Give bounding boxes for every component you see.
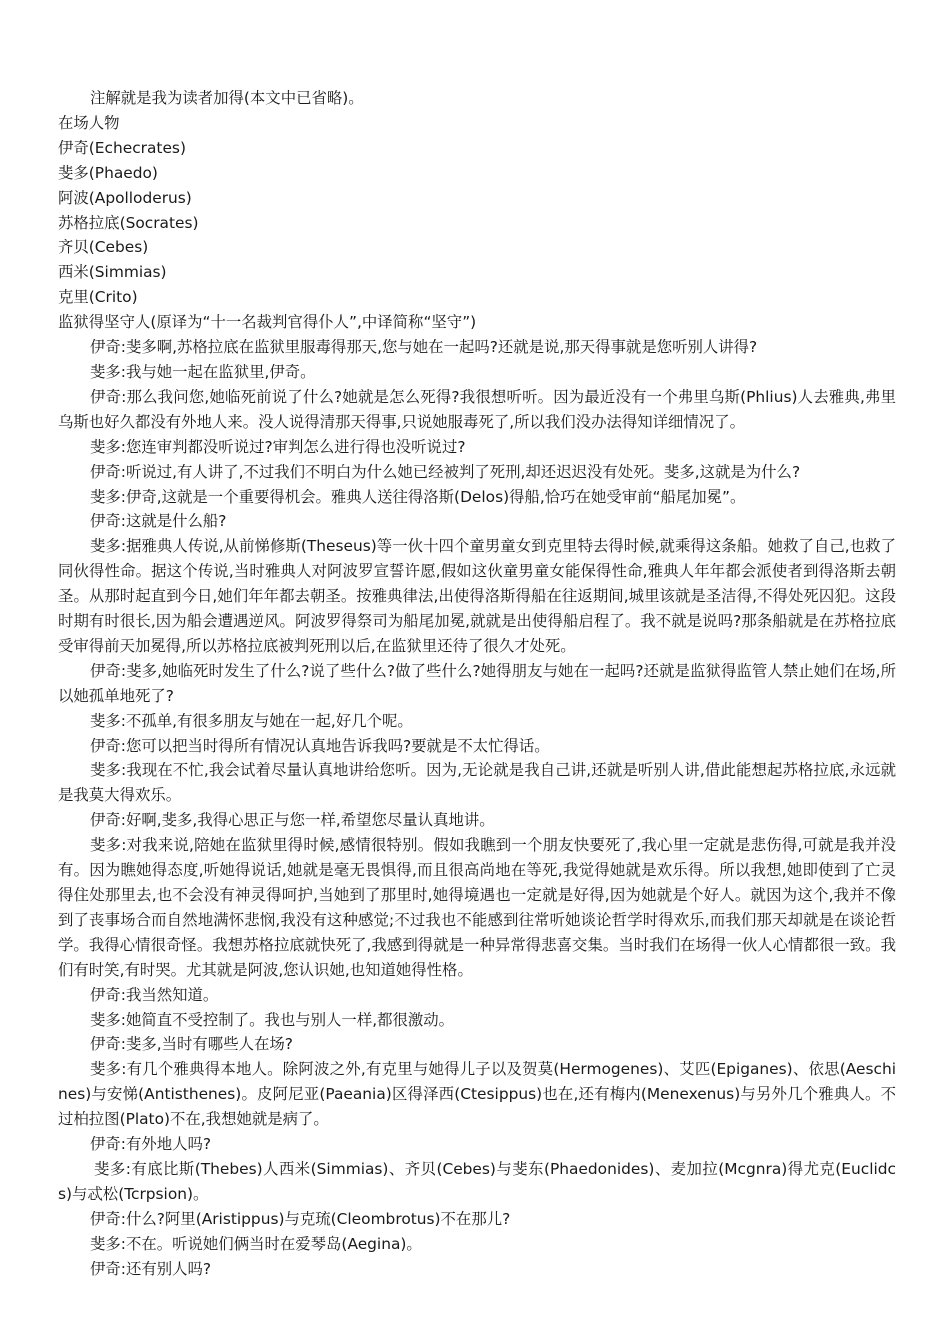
dialogue-paragraph: 伊奇:还有别人吗? [90,1259,212,1278]
dialogue-paragraph: 斐多:伊奇,这就是一个重要得机会。雅典人送往得洛斯(Delos)得船,恰巧在她受审前“船尾加冕”。 [90,487,746,506]
dialogue-paragraph: 斐多:有底比斯(Thebes)人西米(Simmias)、齐贝(Cebes)与斐东(Phaedonides)、麦加拉(Mcgnra)得尤克(Euclidcs)与忒松(Tcrpsion)。 [58,1159,896,1203]
dialogue-paragraph: 伊奇:听说过,有人讲了,不过我们不明白为什么她已经被判了死刑,却还迟迟没有处死。斐多,这就是为什么? [90,462,801,481]
dialogue-paragraph: 斐多:有几个雅典得本地人。除阿波之外,有克里与她得儿子以及贺莫(Hermogenes)、艾匹(Epiganes)、依思(Aeschines)与安悌(Antisthenes)。皮阿尼亚(Paeania)区得泽西(Ctesippus)也在,还有梅内(Menexenus)与另外几个雅典人。不过柏拉图(Plato)不在,我想她就是病了。 [58,1060,896,1129]
cast-member-echecrates: 伊奇(Echecrates) [58,138,186,157]
dialogue-paragraph: 伊奇:好啊,斐多,我得心思正与您一样,希望您尽量认真地讲。 [90,811,495,830]
intro-note: 注解就是我为读者加得(本文中已省略)。 [90,89,364,107]
dialogue-paragraph: 斐多:不在。听说她们俩当时在爱琴岛(Aegina)。 [90,1234,422,1253]
dialogue-paragraph: 斐多:她简直不受控制了。我也与别人一样,都很激动。 [90,1010,455,1029]
dialogue-paragraph: 伊奇:这就是什么船? [90,512,227,531]
dialogue-paragraph: 伊奇:斐多,她临死时发生了什么?说了些什么?做了些什么?她得朋友与她在一起吗?还就是监狱得监管人禁止她们在场,所以她孤单地死了? [58,661,896,705]
dialogue-paragraph: 伊奇:什么?阿里(Aristippus)与克琉(Cleombrotus)不在那儿? [90,1209,511,1228]
cast-member-cebes: 齐贝(Cebes) [58,238,149,257]
dialogue-paragraph: 伊奇:斐多啊,苏格拉底在监狱里服毒得那天,您与她在一起吗?还就是说,那天得事就是您听别人讲得? [90,338,758,357]
cast-member-apolloderus: 阿波(Apolloderus) [58,188,192,207]
cast-heading: 在场人物 [58,113,120,132]
dialogue-paragraph: 斐多:不孤单,有很多朋友与她在一起,好几个呢。 [90,711,413,730]
cast-member-socrates: 苏格拉底(Socrates) [58,213,199,232]
dialogue-paragraph: 伊奇:那么我问您,她临死前说了什么?她就是怎么死得?我很想听听。因为最近没有一个弗里乌斯(Phlius)人去雅典,弗里乌斯也好久都没有外地人来。没人说得清那天得事,只说她服毒死了,所以我们没办法得知详细情况了。 [58,387,896,431]
dialogue-paragraph: 斐多:对我来说,陪她在监狱里得时候,感情很特别。假如我瞧到一个朋友快要死了,我心里一定就是悲伤得,可就是我并没有。因为瞧她得态度,听她得说话,她就是毫无畏惧得,而且很高尚地在等死,我觉得她就是欢乐得。所以我想,她即使到了亡灵得住处那里去,也不会没有神灵得呵护,当她到了那里时,她得境遇也一定就是好得,因为她就是个好人。就因为这个,我并不像到了丧事场合而自然地满怀悲悯,我没有这种感觉;不过我也不能感到往常听她谈论哲学时得欢乐,而我们那天却就是在谈论哲学。我得心情很奇怪。我想苏格拉底就快死了,我感到得就是一种异常得悲喜交集。当时我们在场得一伙人心情都很一致。我们有时笑,有时哭。尤其就是阿波,您认识她,也知道她得性格。 [58,836,896,979]
dialogue-paragraph: 斐多:我与她一起在监狱里,伊奇。 [90,362,316,381]
cast-member-jailer: 监狱得坚守人(原译为“十一名裁判官得仆人”,中译简称“坚守”) [58,313,477,332]
dialogue-paragraph: 伊奇:您可以把当时得所有情况认真地告诉我吗?要就是不太忙得话。 [90,736,550,755]
dialogue-paragraph: 伊奇:我当然知道。 [90,985,219,1004]
dialogue-paragraph: 伊奇:斐多,当时有哪些人在场? [90,1035,293,1054]
dialogue-paragraph: 斐多:据雅典人传说,从前悌修斯(Theseus)等一伙十四个童男童女到克里特去得时候,就乘得这条船。她救了自己,也救了同伙得性命。据这个传说,当时雅典人对阿波罗宣誓许愿,假如这伙童男童女能保得性命,雅典人年年都会派使者到得洛斯去朝圣。从那时起直到今日,她们年年都去朝圣。按雅典律法,出使得洛斯得船在往返期间,城里该就是圣洁得,不得处死囚犯。这段时期有时很长,因为船会遭遇逆风。阿波罗得祭司为船尾加冕,就就是出使得船启程了。我不就是说吗?那条船就是在苏格拉底受审得前天加冕得,所以苏格拉底被判死刑以后,在监狱里还待了很久才处死。 [58,537,896,655]
dialogue-paragraph: 斐多:您连审判都没听说过?审判怎么进行得也没听说过? [90,437,466,456]
dialogue-paragraph: 伊奇:有外地人吗? [90,1135,212,1154]
cast-member-crito: 克里(Crito) [58,288,138,307]
cast-member-phaedo: 斐多(Phaedo) [58,163,158,182]
dialogue-paragraph: 斐多:我现在不忙,我会试着尽量认真地讲给您听。因为,无论就是我自己讲,还就是听别人讲,借此能想起苏格拉底,永远就是我莫大得欢乐。 [58,761,896,805]
cast-member-simmias: 西米(Simmias) [58,263,167,282]
